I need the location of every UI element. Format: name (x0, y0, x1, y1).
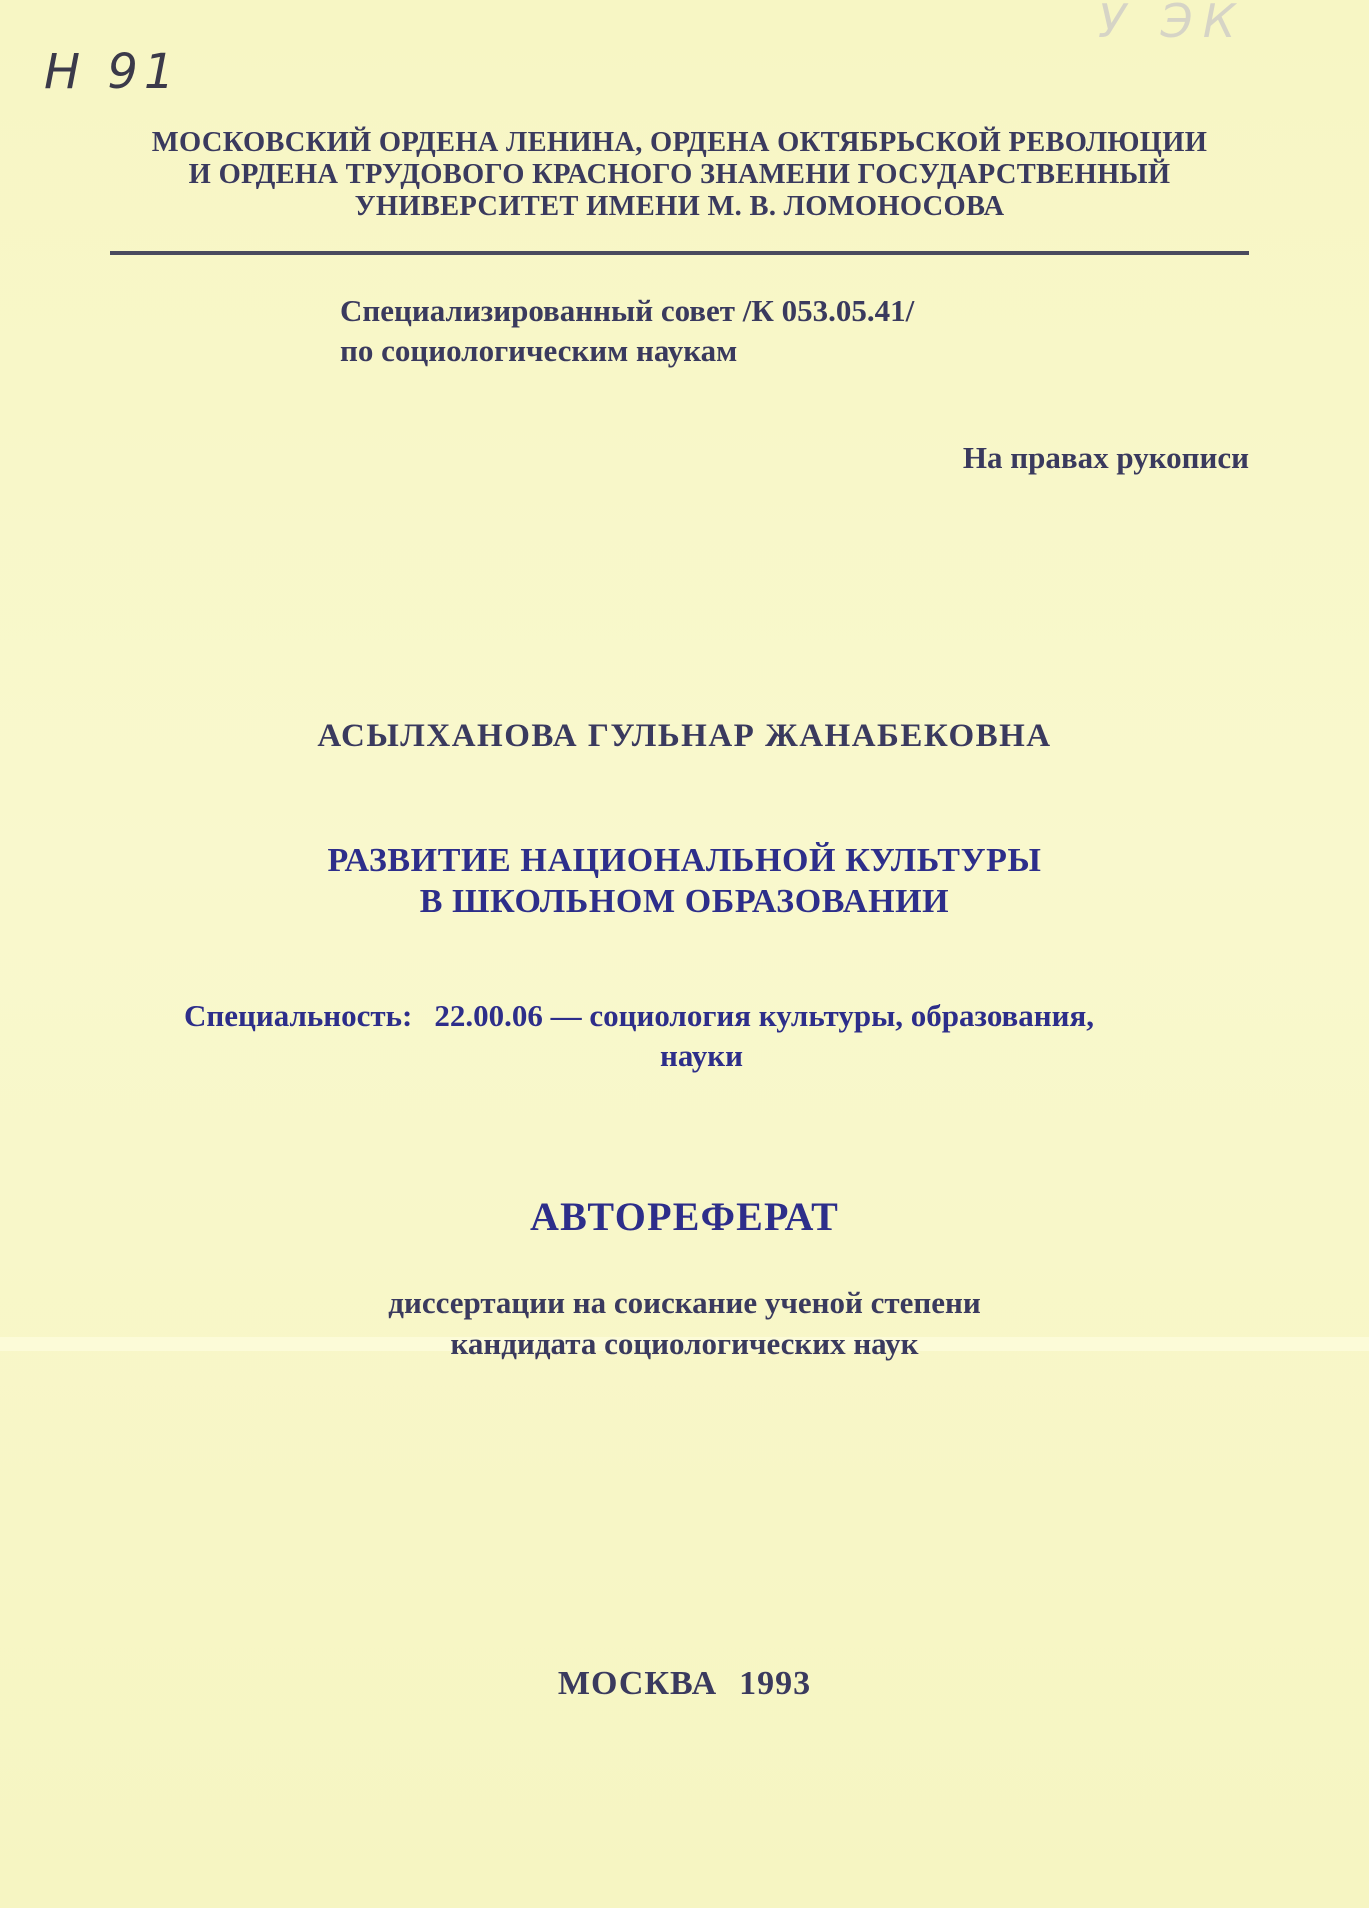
university-line-3: УНИВЕРСИТЕТ ИМЕНИ М. В. ЛОМОНОСОВА (354, 191, 1005, 222)
city: МОСКВА (557, 1665, 718, 1702)
author-name: АСЫЛХАНОВА ГУЛЬНАР ЖАНАБЕКОВНА (317, 718, 1052, 754)
degree-line-2: кандидата социологических наук (450, 1326, 919, 1361)
university-line-2: И ОРДЕНА ТРУДОВОГО КРАСНОГО ЗНАМЕНИ ГОСУДАРСТВЕННЫЙ (188, 159, 1171, 190)
place-and-year (0, 1665, 1369, 1703)
title-line-1: РАЗВИТИЕ НАЦИОНАЛЬНОЙ КУЛЬТУРЫ (327, 842, 1042, 879)
handwritten-mark-top-right: У ЭК (1098, 0, 1246, 48)
year: 1993 (739, 1665, 812, 1702)
document-type: АВТОРЕФЕРАТ (529, 1194, 840, 1239)
degree-description (0, 1282, 1369, 1364)
dissertation-title (0, 840, 1369, 922)
university-line-1: МОСКОВСКИЙ ОРДЕНА ЛЕНИНА, ОРДЕНА ОКТЯБРЬСКОЙ РЕВОЛЮЦИИ (151, 127, 1208, 158)
specialty-label: Специальность: (184, 998, 413, 1033)
specialty (184, 996, 1094, 1076)
specialty-value: 22.00.06 — социология культуры, образования, (434, 998, 1095, 1033)
university-header (110, 127, 1249, 223)
degree-line-1: диссертации на соискание ученой степени (388, 1285, 981, 1320)
specialty-continuation: науки (660, 1038, 744, 1073)
header-divider (110, 251, 1249, 255)
handwritten-mark-top-left: Н 91 (44, 44, 181, 100)
council-line-2: по социологическим наукам (340, 333, 738, 368)
dissertation-council (340, 291, 914, 371)
title-line-2: В ШКОЛЬНОМ ОБРАЗОВАНИИ (419, 883, 950, 920)
manuscript-note: На правах рукописи (962, 440, 1249, 475)
council-line-1: Специализированный совет /К 053.05.41/ (340, 293, 915, 328)
